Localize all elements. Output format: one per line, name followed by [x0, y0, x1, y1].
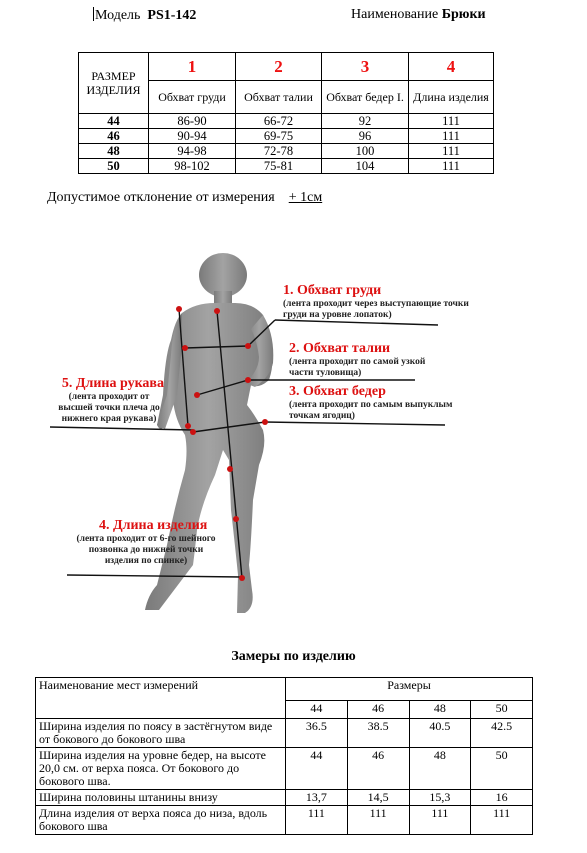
- label-hips: [289, 384, 469, 422]
- col-number: 2: [236, 53, 322, 81]
- row-name: Ширина половины штанины внизу: [36, 790, 286, 806]
- table-cell: 100: [322, 144, 409, 159]
- table-cell: 111: [409, 806, 471, 835]
- col-header: Длина изделия: [409, 81, 494, 114]
- model-value: PS1-142: [147, 8, 197, 23]
- label-length: [71, 518, 221, 567]
- col-header: Обхват талии: [236, 81, 322, 114]
- tolerance-text: Допустимое отклонение от измерения: [47, 190, 275, 205]
- size-header: 48: [409, 701, 471, 719]
- tolerance-value: + 1см: [288, 190, 323, 205]
- table-row: [36, 790, 533, 806]
- label-chest: [283, 283, 473, 321]
- table-cell: 86-90: [149, 114, 236, 129]
- col-header: Наименование мест измерений: [36, 678, 286, 719]
- size-table: [78, 52, 494, 174]
- name-value: Брюки: [441, 7, 486, 22]
- col-header: Обхват бедер I.: [322, 81, 409, 114]
- table-cell: 44: [286, 748, 348, 790]
- table-cell: 94-98: [149, 144, 236, 159]
- table-cell: 50: [471, 748, 533, 790]
- table-row: [79, 159, 494, 174]
- label-length-note: (лента проходит от 6-го шейного позвонка до нижней точки изделия по спинке): [76, 534, 216, 566]
- model-line: [93, 7, 196, 24]
- table-row: [79, 144, 494, 159]
- table-cell: 38.5: [347, 719, 409, 748]
- label-waist: [289, 341, 439, 379]
- table-cell: 111: [409, 159, 494, 174]
- table-cell: 16: [471, 790, 533, 806]
- measurements-title: Замеры по изделию: [231, 649, 356, 664]
- label-chest-title: 1. Обхват груди: [283, 283, 382, 298]
- size-row-header: РАЗМЕР ИЗДЕЛИЯ: [79, 53, 149, 114]
- table-row: [36, 719, 533, 748]
- label-chest-note: (лента проходит через выступающие точки груди на уровне лопаток): [283, 299, 469, 320]
- table-cell: 111: [347, 806, 409, 835]
- table-cell: 90-94: [149, 129, 236, 144]
- label-hips-note: (лента проходит по самым выпуклым точкам ягодиц): [289, 400, 453, 421]
- table-cell: 96: [322, 129, 409, 144]
- row-name: Ширина изделия по поясу в застёгнутом виде от бокового до бокового шва: [36, 719, 286, 748]
- table-row: [36, 806, 533, 835]
- table-row: [36, 748, 533, 790]
- label-hips-title: 3. Обхват бедер: [289, 384, 386, 399]
- table-cell: 42.5: [471, 719, 533, 748]
- table-cell: 92: [322, 114, 409, 129]
- col-number: 3: [322, 53, 409, 81]
- product-name-line: [351, 7, 486, 23]
- size-cell: 48: [79, 144, 149, 159]
- table-cell: 111: [409, 114, 494, 129]
- table-cell: 66-72: [236, 114, 322, 129]
- name-label: Наименование: [351, 7, 439, 22]
- table-cell: 14,5: [347, 790, 409, 806]
- table-row: [79, 114, 494, 129]
- table-cell: 104: [322, 159, 409, 174]
- size-cell: 46: [79, 129, 149, 144]
- label-sleeve-title: 5. Длина рукава: [61, 376, 164, 391]
- tolerance-line: [47, 190, 322, 206]
- sizes-header: Размеры: [286, 678, 533, 701]
- table-cell: 36.5: [286, 719, 348, 748]
- size-header: 50: [471, 701, 533, 719]
- size-cell: 50: [79, 159, 149, 174]
- col-number: 1: [149, 53, 236, 81]
- label-length-title: 4. Длина изделия: [99, 518, 208, 533]
- size-cell: 44: [79, 114, 149, 129]
- table-cell: 98-102: [149, 159, 236, 174]
- table-cell: 111: [409, 144, 494, 159]
- table-cell: 15,3: [409, 790, 471, 806]
- table-cell: 111: [286, 806, 348, 835]
- measurements-table: [35, 677, 533, 835]
- size-header: 44: [286, 701, 348, 719]
- row-name: Длина изделия от верха пояса до низа, вдоль бокового шва: [36, 806, 286, 835]
- label-sleeve: [54, 376, 164, 425]
- col-number: 4: [409, 53, 494, 81]
- text-cursor: [93, 7, 94, 21]
- label-sleeve-note: (лента проходит от высшей точки плеча до нижнего края рукава): [58, 392, 160, 424]
- size-header: 46: [347, 701, 409, 719]
- table-row: [79, 129, 494, 144]
- table-cell: 13,7: [286, 790, 348, 806]
- row-name: Ширина изделия на уровне бедер, на высоте 20,0 см. от верха пояса. От бокового до бокового шва.: [36, 748, 286, 790]
- label-waist-note: (лента проходит по самой узкой части туловища): [289, 357, 426, 378]
- table-cell: 46: [347, 748, 409, 790]
- table-cell: 111: [471, 806, 533, 835]
- table-cell: 111: [409, 129, 494, 144]
- table-cell: 40.5: [409, 719, 471, 748]
- table-cell: 75-81: [236, 159, 322, 174]
- col-header: Обхват груди: [149, 81, 236, 114]
- label-waist-title: 2. Обхват талии: [289, 341, 391, 356]
- table-cell: 72-78: [236, 144, 322, 159]
- table-cell: 48: [409, 748, 471, 790]
- table-cell: 69-75: [236, 129, 322, 144]
- model-label: Модель: [95, 8, 141, 23]
